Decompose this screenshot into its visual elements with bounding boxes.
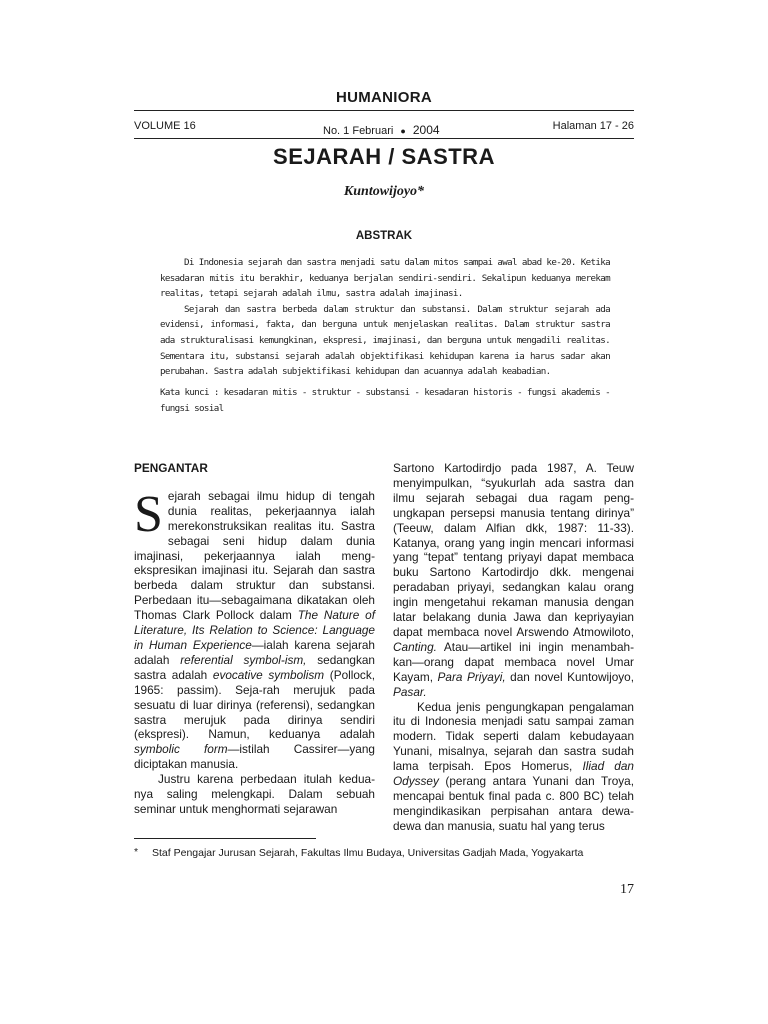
footnote-rule: [134, 838, 316, 839]
header-rule-bottom: [134, 138, 634, 139]
right-paragraph-2: Kedua jenis pengungkapan pengalaman itu di Indonesia menjadi satu sampai zaman modern. Tidak seperti dalam kebudayaan Yunani, misalnya, sejarah dan sastra sudah lama terpisah. Epos Homerus, Iliad dan Odyssey (perang antara Yunani dan Troya, mencapai bentuk final pada c. 800 BC) telah mengindikasikan perpisahan antara dewa-dewa dan manusia, suatu hal yang terus: [393, 699, 634, 833]
issue-bullet: ●: [400, 126, 406, 136]
issue-info: [323, 123, 440, 137]
abstract-keywords: Kata kunci : kesadaran mitis - struktur - substansi - kesadaran historis - fungsi akademis - fungsi sosial: [160, 387, 610, 414]
page-range: Halaman 17 - 26: [552, 120, 634, 132]
right-column: [393, 461, 634, 834]
abstract-body: [160, 255, 610, 380]
issue-year: 2004: [412, 123, 440, 137]
left-paragraph-1: Sejarah sebagai ilmu hidup di tengah dunia realitas, pekerjaannya ialah merekonstruksikan realitas itu. Sastra sebagai seni hidup dalam dunia imajinasi, pekerjaannya ialah meng-ekspresikan imajinasi itu. Sejarah dan sastra berbeda dalam struktur dan substansi. Perbedaan itu—sebagaimana dikatakan oleh Thomas Clark Pollock dalam The Nature of Literature, Its Relation to Science: Language in Human Experience—ialah karena sejarah adalah referential symbol-ism, sedangkan sastra adalah evocative symbolism (Pollock, 1965: passim). Seja-rah merujuk pada sesuatu di luar dirinya (referensi), sedangkan sastra merujuk pada dirinya sendiri (ekspresi). Namun, keduanya adalah symbolic form—istilah Cassirer—yang diciptakan manusia.: [134, 485, 376, 772]
page-number: 17: [620, 882, 634, 897]
abstract-paragraph-1: Di Indonesia sejarah dan sastra menjadi satu dalam mitos sampai awal abad ke-20. Ketika kesadaran mitis itu berakhir, keduanya berjalan sendiri-sendiri. Sekalipun keduanya merekam realitas, tetapi sejarah adalah ilmu, sastra adalah imajinasi.: [160, 257, 610, 300]
header-rule-top: [134, 110, 634, 111]
left-paragraph-2: Justru karena perbedaan itulah kedua-nya saling melengkapi. Dalam sebuah seminar untuk menghormati sejarawan: [134, 772, 375, 816]
section-heading: PENGANTAR: [134, 461, 208, 475]
drop-cap: S: [134, 485, 163, 543]
article-title: SEJARAH / SASTRA: [273, 144, 495, 169]
journal-title: HUMANIORA: [335, 89, 433, 106]
footnote-text: Staf Pengajar Jurusan Sejarah, Fakultas Ilmu Budaya, Universitas Gadjah Mada, Yogyakarta: [152, 847, 584, 859]
abstract-heading: ABSTRAK: [355, 230, 413, 242]
volume-label: VOLUME 16: [134, 120, 196, 132]
article-author: Kuntowijoyo*: [343, 184, 425, 199]
left-column: [134, 461, 375, 817]
right-paragraph-1: Sartono Kartodirdjo pada 1987, A. Teuw menyimpulkan, “syukurlah ada sastra dan ilmu sejarah sebagai dua ragam peng-ungkapan persepsi manusia tentang dirinya” (Teeuw, dalam Alfian dkk, 1987: 11-33). Katanya, orang yang ingin mencari informasi yang “tepat” tentang priyayi dapat membaca buku Sartono Kartodirdjo dkk. mengenai peradaban priyayi, sedangkan kalau orang ingin mengetahui rekaman manusia dengan latar belakang dunia Jawa dan kepriyayian dapat membaca novel Arswendo Atmowiloto, Canting. Atau—artikel ini ingin menambah-kan—orang dapat membaca novel Umar Kayam, Para Priyayi, dan novel Kuntowijoyo, Pasar.: [393, 461, 635, 699]
abstract-paragraph-2: Sejarah dan sastra berbeda dalam struktur dan substansi. Dalam struktur sejarah ada evidensi, informasi, fakta, dan berguna untuk menjelaskan realitas. Dalam struktur sastra ada strukturalisasi kemungkinan, ekspresi, imajinasi, dan berguna untuk mengadili realitas. Sementara itu, substansi sejarah adalah objektifikasi kehidupan karena ia harus sadar akan perubahan. Sastra adalah subjektifikasi kehidupan dan acuannya adalah keabadian.: [160, 303, 610, 378]
footnote-marker: *: [134, 846, 139, 858]
issue-label: No. 1 Februari: [323, 125, 394, 137]
